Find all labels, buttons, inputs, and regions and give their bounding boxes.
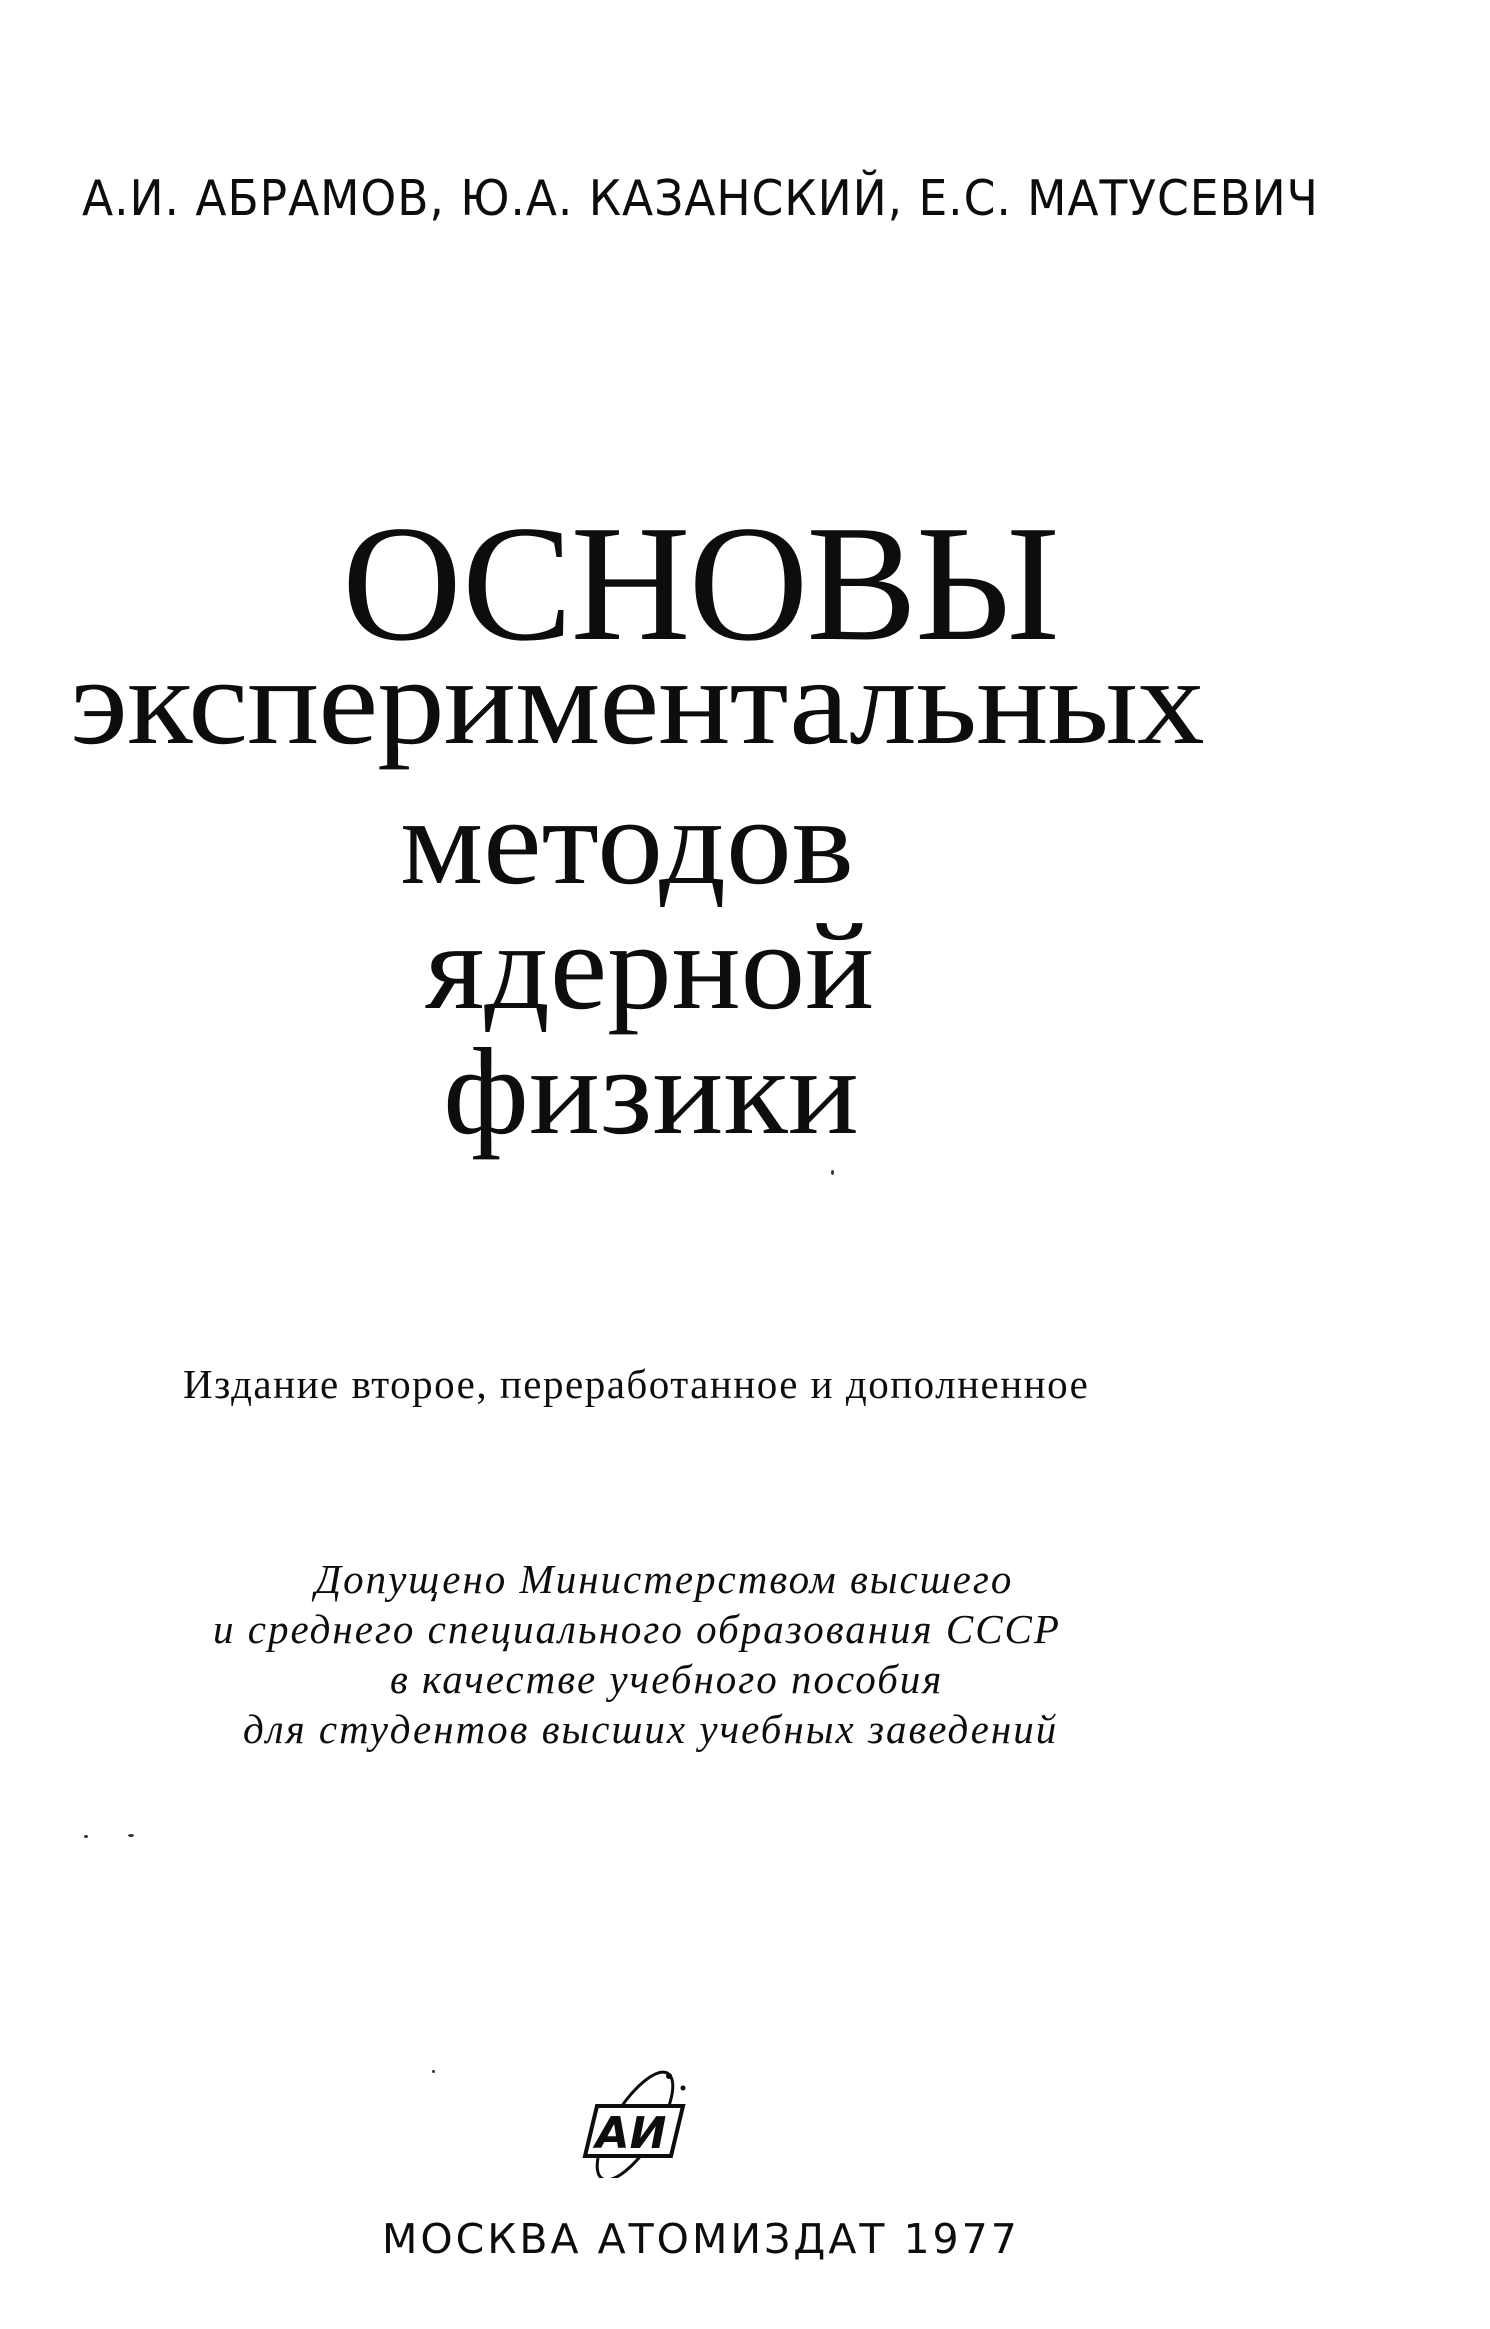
scan-speck [432,2070,435,2073]
title-line: методов [400,773,854,910]
scan-speck [84,1835,88,1838]
approval-line: для студентов высших учебных заведений [243,1706,1059,1752]
approval-line: в качестве учебного пособия [390,1656,944,1702]
title-line: ОСНОВЫ [342,491,1058,675]
atomizdat-logo-icon [565,2068,715,2178]
authors-line: А.И. АБРАМОВ, Ю.А. КАЗАНСКИЙ, Е.С. МАТУСЕВИЧ [82,170,1319,227]
imprint-line: МОСКВА АТОМИЗДАТ 1977 [382,2215,1020,2263]
approval-line: Допущено Министерством высшего [315,1556,1014,1602]
edition-note: Издание второе, переработанное и дополненное [183,1361,1090,1407]
scan-speck [831,1170,834,1175]
approval-line: и среднего специального образования СССР [213,1606,1061,1652]
scan-speck [128,1834,134,1837]
title-line: экспериментальных [70,633,1204,770]
title-line: физики [443,1023,859,1160]
logo-text: АИ [595,2108,667,2159]
title-line: ядерной [425,898,875,1035]
